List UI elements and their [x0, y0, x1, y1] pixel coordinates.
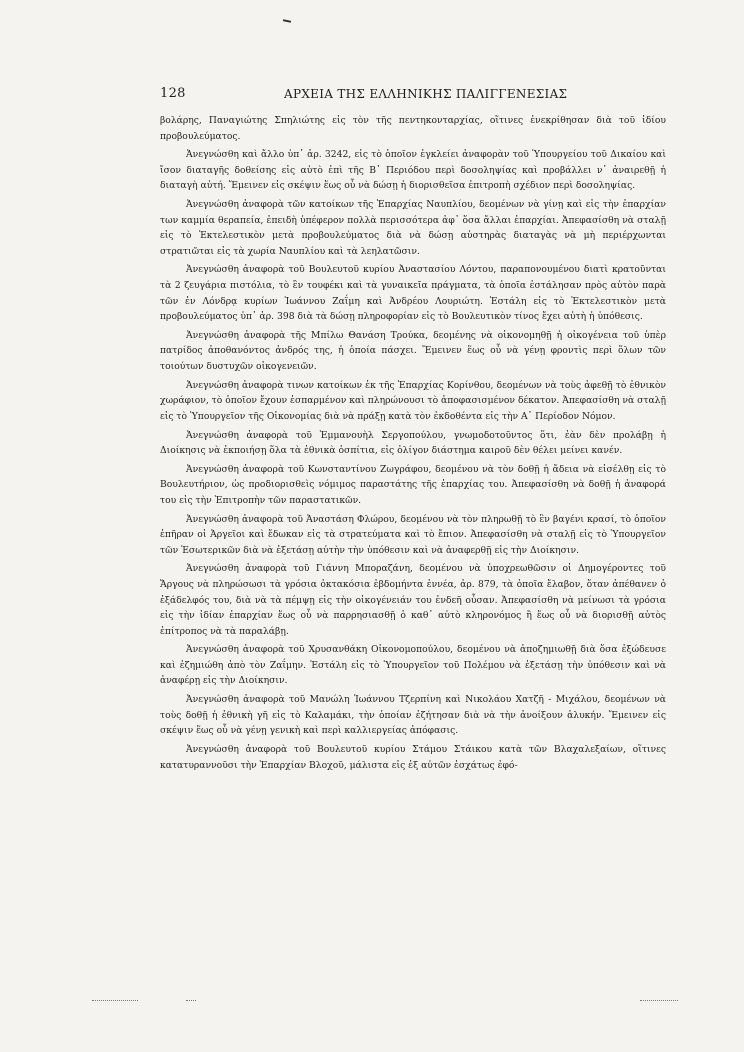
paragraph: Ἀνεγνώσθη ἀναφορὰ τοῦ Ἐμμανουὴλ Σεργοπούλου, γνωμοδοτοῦντος ὅτι, ἐὰν δὲν προλάβῃ ἡ Διοίκησις νὰ ἐκποιήσῃ ὅλα τὰ ἐθνικὰ ὁσπίτια, εἰς ὀλίγον διάστημα καιροῦ δὲν θέλει μείνει κανέν. [160, 429, 666, 457]
scan-artifact [186, 1000, 196, 1002]
running-title: ΑΡΧΕΙΑ ΤΗΣ ΕΛΛΗΝΙΚΗΣ ΠΑΛΙΓΓΕΝΕΣΙΑΣ [284, 87, 568, 101]
paragraph: Ἀνεγνώσθη ἀναφορὰ τοῦ Βουλευτοῦ κυρίου Στάμου Στάικου κατὰ τῶν Βλαχαλεξαίων, οἵτινες κατατυραννοῦσι τὴν Ἐπαρχίαν Βλοχοῦ, μάλιστα εἰς ἐξ αὐτῶν ἐσχάτως ἐφό- [160, 744, 666, 771]
paragraph: Ἀνεγνώσθη ἀναφορὰ τῆς Μπίλω Θανάση Τρούκα, δεομένης νὰ οἰκονομηθῇ ἡ οἰκογένεια τοῦ ὑπὲρ πατρίδος ἀποθανόντος ἀνδρός της, ἡ ὁποία πάσχει. Ἔμεινεν ἕως οὗ νὰ γένῃ φροντὶς περὶ ὅλων τῶν τοιούτων δυστυχῶν οἰκογενειῶν. [160, 329, 666, 372]
paragraph: Ἀνεγνώσθη ἀναφορὰ τοῦ Ἀναστάση Φλώρου, δεομένου νὰ τὸν πληρωθῇ τὸ ἓν βαγένι κρασί, τὸ ὁποῖον ἐπῆραν οἱ Ἀργεῖοι καὶ ἔδωκαν εἰς τὰ στρατεύματα καὶ τὸ ἔπιον. Ἀπεφασίσθη νὰ σταλῇ εἰς τὸ Ὑπουργεῖον τῶν Ἐσωτερικῶν διὰ νὰ ἐξετάσῃ αὐτὴν τὴν ὑπόθεσιν καὶ νὰ ἀναφερθῇ εἰς τὴν Διοίκησιν. [160, 513, 666, 556]
paragraph: Ἀνεγνώσθη καὶ ἄλλο ὑπ᾽ ἀρ. 3242, εἰς τὸ ὁποῖον ἐγκλείει ἀναφορὰν τοῦ Ὑπουργείου τοῦ Δικαίου καὶ ἴσον διαταγῆς δοθείσης εἰς αὐτὸ ἐπὶ τῆς Β᾽ Περιόδου περὶ δοσοληψίας καὶ προβάλλει ν᾽ ἀναιρεθῇ ἡ διαταγὴ αὐτή. Ἔμεινεν εἰς σκέψιν ἕως οὗ νὰ δώσῃ ἡ διορισθεῖσα ἐπιτροπὴ σχέδιον περὶ δοσοληψίας. [160, 149, 666, 192]
scan-artifact [92, 1000, 138, 1002]
paragraph: Ἀνεγνώσθη ἀναφορὰ τοῦ Μανώλη Ἰωάννου Τζερπίνη καὶ Νικολάου Χατζῆ - Μιχάλου, δεομένων νὰ τοὺς δοθῇ ἡ ἐθνικὴ γῆ εἰς τὸ Καλαμάκι, τὴν ὁποίαν ἐζήτησαν διὰ νὰ τὴν ἀνοίξουν ἁλυκήν. Ἔμεινεν εἰς σκέψιν ἕως οὗ νὰ γένῃ γενικὴ καὶ περὶ καλλιεργείας ἀπόφασις. [160, 694, 666, 737]
paragraph: Ἀνεγνώσθη ἀναφορὰ τοῦ Κωνσταντίνου Ζωγράφου, δεομένου νὰ τὸν δοθῇ ἡ ἄδεια νὰ εἰσέλθῃ εἰς τὸ Βουλευτήριον, ὡς προδιορισθεὶς νόμιμος παραστάτης τῆς ἐπαρχίας του. Ἀπεφασίσθη νὰ δοθῇ ἡ ἀναφορά του εἰς τὴν Ἐπιτροπὴν τῶν παραστατικῶν. [160, 463, 666, 506]
paragraph: Ἀνεγνώσθη ἀναφορὰ τοῦ Γιάννη Μποραζάνη, δεομένου νὰ ὑποχρεωθῶσιν οἱ Δημογέροντες τοῦ Ἄργους νὰ πληρώσωσι τὰ γρόσια ὀκτακόσια ἑβδομήντα ἐννέα, ἀρ. 879, τὰ ὁποῖα ἔλαβον, ὅταν ἀπέθανεν ὁ ἐξάδελφός του, διὰ νὰ τὰ πέμψῃ εἰς τὴν οἰκογένειάν του ἐνδεῆ οὖσαν. Ἀπεφασίσθη νὰ μείνωσι τὰ γρόσια εἰς τὴν ἰδίαν ἐπαρχίαν ἕως οὗ νὰ παρρησιασθῇ ὁ καθ᾽ αὐτὸ κληρονόμος ἢ ἕως οὗ νὰ διορισθῇ αὐτὸς ἐπίτροπος νὰ τὰ παραλάβῃ. [160, 563, 666, 637]
scan-mark [283, 19, 291, 23]
page-number: 128 [160, 86, 186, 101]
paragraph: Ἀνεγνώσθη ἀναφορὰ τινων κατοίκων ἐκ τῆς Ἐπαρχίας Κορίνθου, δεομένων νὰ τοὺς ἀφεθῇ τὸ ἐθνικὸν χωράφιον, τὸ ὁποῖον ἔχουν ἐσπαρμένον καὶ πληρώνουσι τὸ ἀποφασισμένον δέκατον. Ἀπεφασίσθη νὰ σταλῇ εἰς τὸ Ὑπουργεῖον τῆς Οἰκονομίας διὰ νὰ πράξῃ κατὰ τὸν ἐκδοθέντα εἰς τὴν Α᾽ Περίοδον Νόμον. [160, 379, 666, 422]
page-body [160, 113, 666, 776]
paragraph: Ἀνεγνώσθη ἀναφορὰ τοῦ Βουλευτοῦ κυρίου Ἀναστασίου Λόντου, παραπονουμένου διατὶ κρατοῦνται τὰ 2 ζευγάρια πιστόλια, τὸ ἓν τουφέκι καὶ τὰ γυναικεῖα πράγματα, τὰ ὁποῖα ἐστάλησαν πρὸς αὐτὸν παρὰ τῶν ἐν Λόνδρᾳ κυρίων Ἰωάννου Ζαΐμη καὶ Ἀνδρέου Λουριώτη. Ἐστάλη εἰς τὸ Ἐκτελεστικὸν μετὰ προβουλεύματος ὑπ᾽ ἀρ. 398 διὰ τὰ δώσῃ πληροφορίαν εἰς τὸ Βουλευτικὸν τίνος ἔχει αὐτὴ ἡ ὑπόθεσις. [160, 264, 666, 323]
scan-artifact [640, 1000, 678, 1002]
page-header [160, 86, 670, 104]
paragraph: βολάρης, Παναγιώτης Σπηλιώτης εἰς τὸν τῆς πεντηκονταρχίας, οἵτινες ἐνεκρίθησαν διὰ τοῦ ἰδίου προβουλεύματος. [160, 115, 666, 142]
paragraph: Ἀνεγνώσθη ἀναφορὰ τῶν κατοίκων τῆς Ἐπαρχίας Ναυπλίου, δεομένων νὰ γίνῃ καὶ εἰς τὴν ἐπαρχίαν των καμμία θεραπεία, ἐπειδὴ ὑπέφερον πολλὰ περισσότερα ἀφ᾽ ὅσα ἄλλαι ἐπαρχίαι. Ἀπεφασίσθη νὰ σταλῇ εἰς τὸ Ἐκτελεστικὸν μετὰ προβουλεύματος διὰ νὰ δώσῃ αὐστηρὰς διαταγὰς νὰ μὴ περιέρχωνται στρατιῶται εἰς τὰ χωρία Ναυπλίου καὶ τὰ λεηλατῶσιν. [160, 199, 666, 257]
paragraph: Ἀνεγνώσθη ἀναφορὰ τοῦ Χρυσανθάκη Οἰκονομοπούλου, δεομένου νὰ ἀποζημιωθῇ διὰ ὅσα ἐξώδευσε καὶ ἐζημιώθη ἀπὸ τὸν Ζαΐμην. Ἐστάλη εἰς τὸ Ὑπουργεῖον τοῦ Πολέμου νὰ ἐξετάσῃ τὴν ὑπόθεσιν καὶ νὰ ἀναφέρῃ εἰς τὴν Διοίκησιν. [160, 644, 666, 687]
